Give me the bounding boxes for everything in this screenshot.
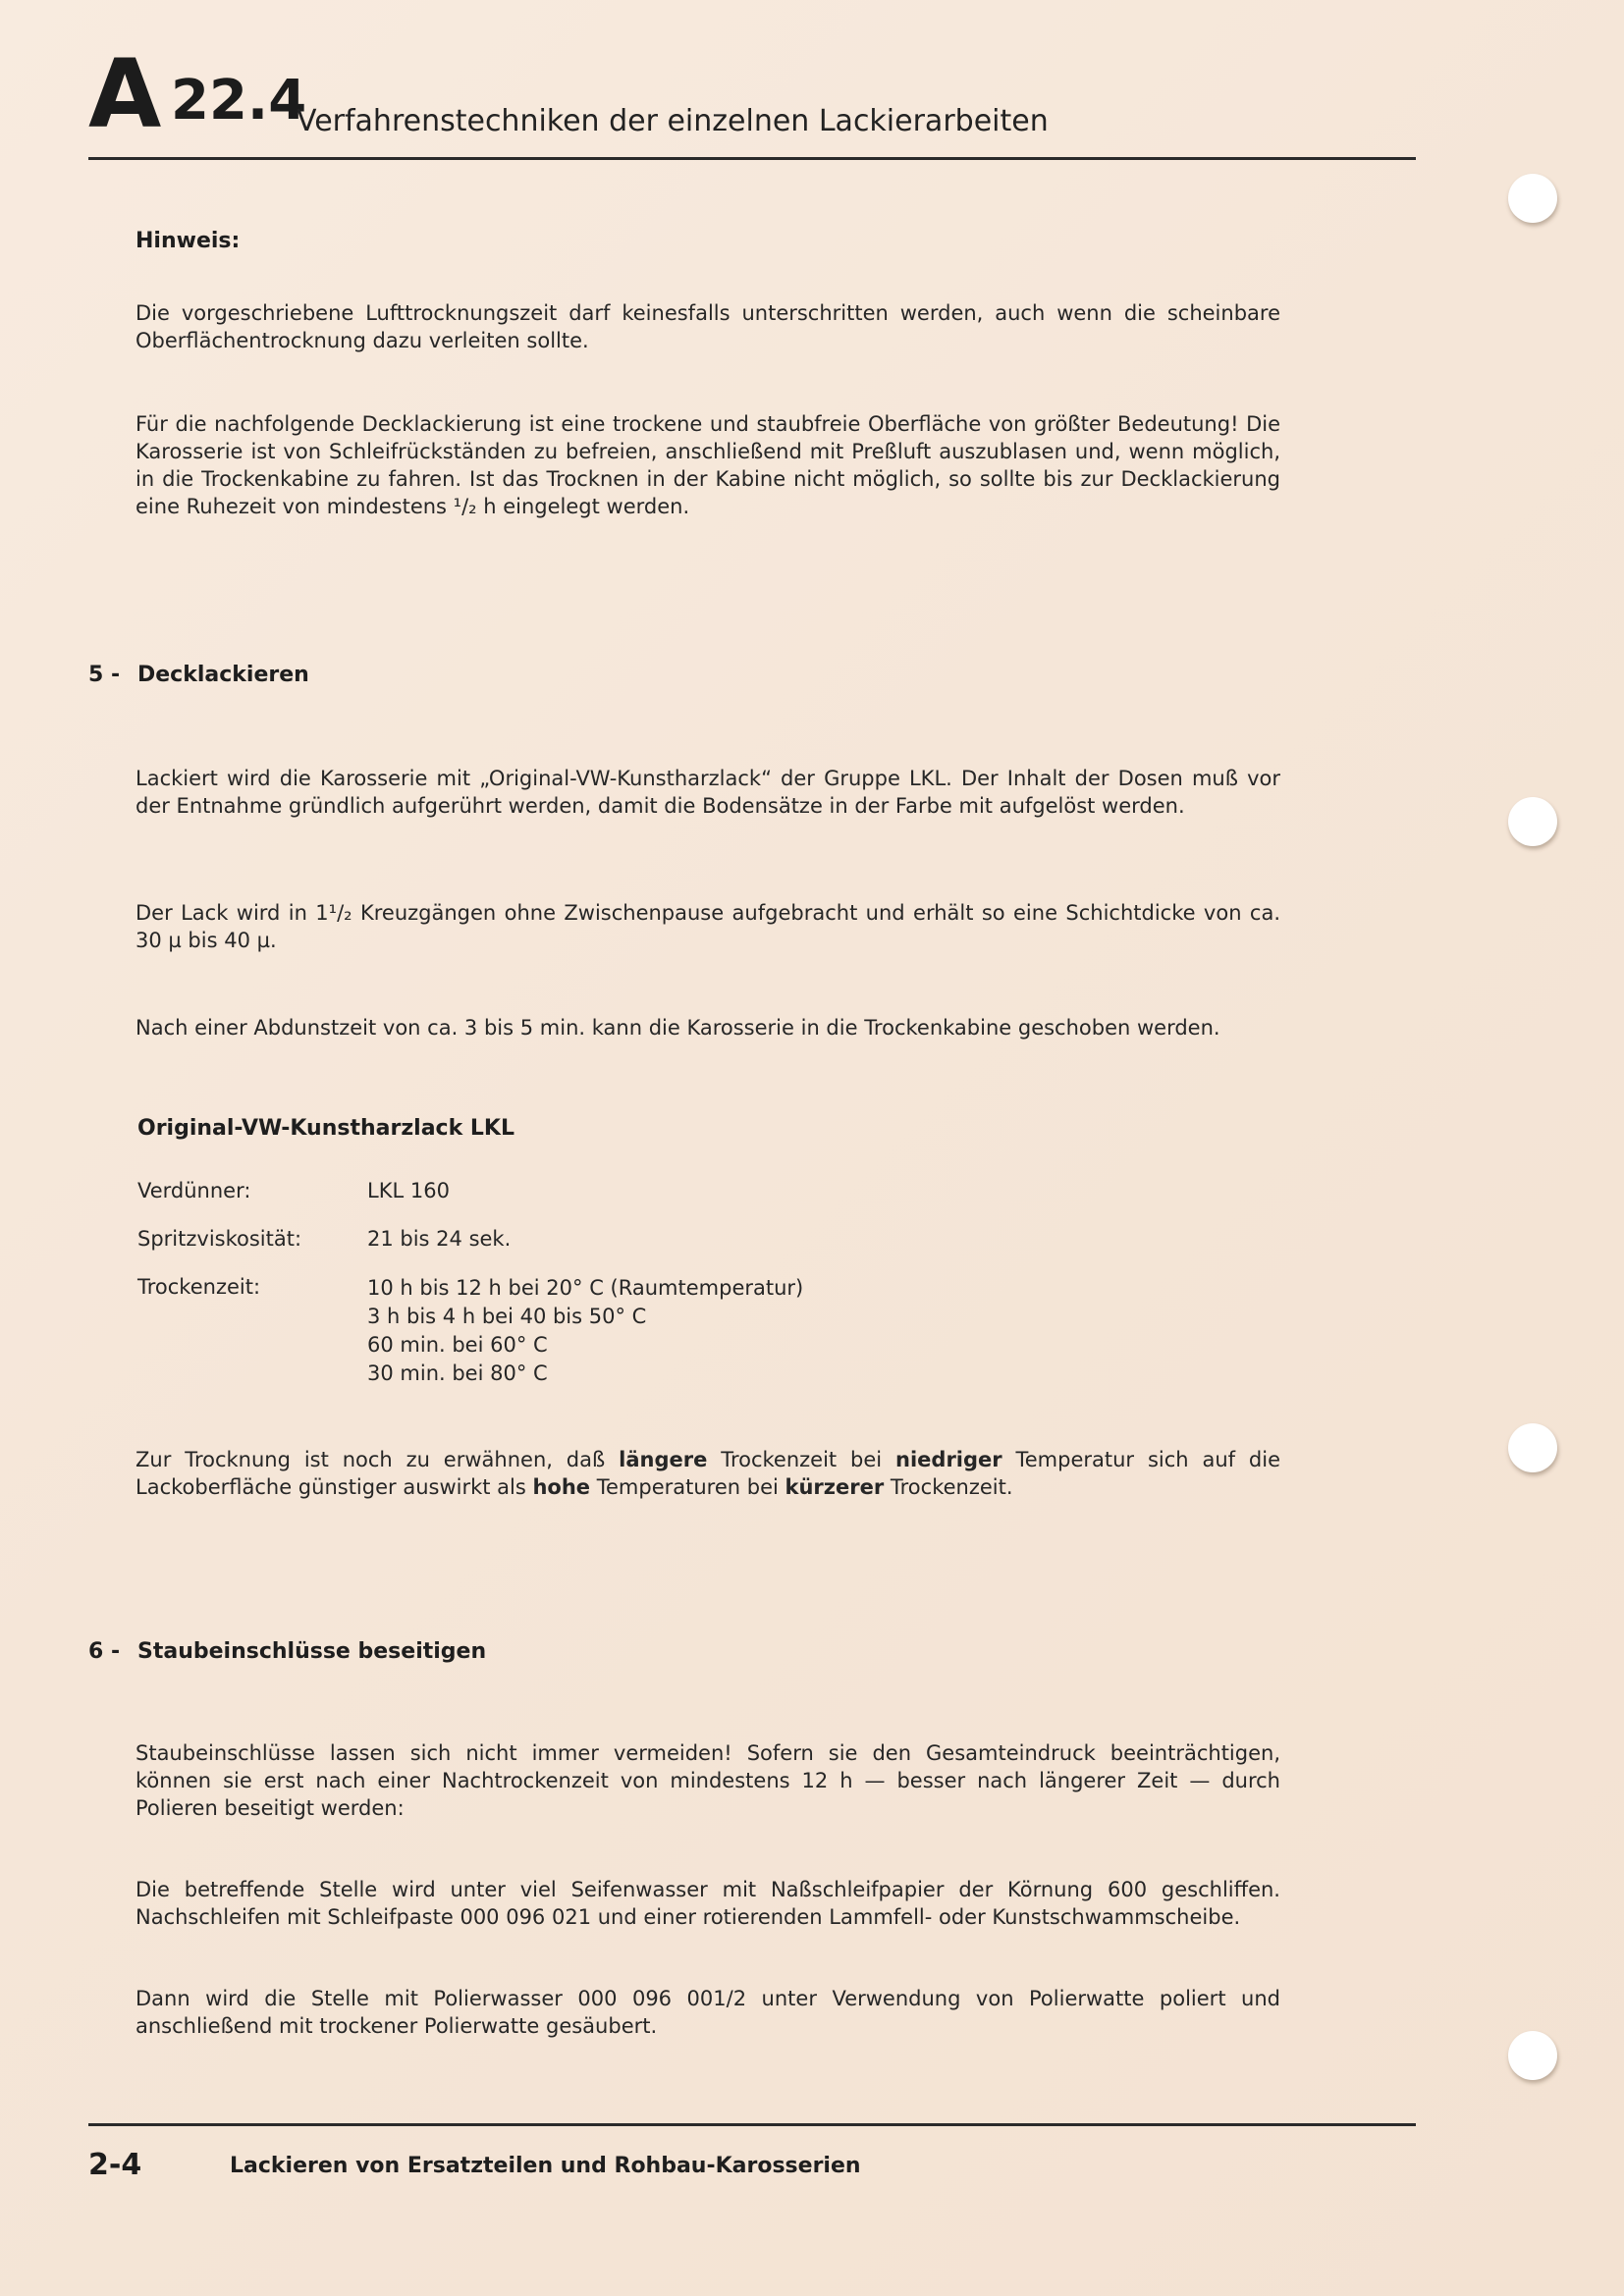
spec-value: 30 min. bei 80° C: [367, 1362, 548, 1385]
drying-note-text: Trockenzeit bei: [707, 1448, 896, 1471]
section-heading: Staubeinschlüsse beseitigen: [137, 1639, 487, 1664]
body-paragraph: Lackiert wird die Karosserie mit „Original-VW-Kunstharzlack“ der Gruppe LKL. Der Inhalt der Dosen muß vor der Entnahme gründlich aufgerührt werden, damit die Bodensätze in der Farbe mit aufgelöst werden.: [135, 767, 1280, 818]
spec-value: 10 h bis 12 h bei 20° C (Raumtemperatur): [367, 1276, 804, 1300]
drying-note-text: Temperatur sich auf die Lackoberfläche günstiger auswirkt als: [135, 1448, 1280, 1499]
drying-note-text: Zur Trocknung ist noch zu erwähnen, daß: [135, 1448, 620, 1471]
drying-note-emphasis: hohe: [532, 1475, 591, 1499]
punch-hole: [1508, 1423, 1557, 1472]
spec-label: Trockenzeit:: [137, 1275, 261, 1299]
footer-divider: [88, 2123, 1416, 2126]
section-number: 5 -: [88, 663, 121, 687]
body-paragraph: Der Lack wird in 1¹/₂ Kreuzgängen ohne Zwischenpause aufgebracht und erhält so eine Schichtdicke von ca. 30 µ bis 40 µ.: [135, 901, 1280, 952]
drying-note-emphasis: kürzerer: [785, 1475, 885, 1499]
hinweis-heading: Hinweis:: [135, 229, 241, 253]
hinweis-paragraph: Die vorgeschriebene Lufttrocknungszeit darf keinesfalls unterschritten werden, auch wenn die scheinbare Oberflächentrocknung dazu verleiten sollte.: [135, 301, 1280, 352]
body-paragraph: Die betreffende Stelle wird unter viel Seifenwasser mit Naßschleifpapier der Körnung 600 geschliffen. Nachschleifen mit Schleifpaste 000 096 021 und einer rotierenden Lammfell- oder Kunstschwammscheibe.: [135, 1878, 1280, 1929]
hinweis-paragraph: Für die nachfolgende Decklackierung ist eine trockene und staubfreie Oberfläche von größter Bedeutung! Die Karosserie ist von Schleifrückständen zu befreien, anschließend mit Preßluft auszublasen und, wenn möglich, in die Trockenkabine zu fahren. Ist das Trocknen in der Kabine nicht möglich, so sollte bis zur Decklackierung eine Ruhezeit von mindestens ¹/₂ h eingelegt werden.: [135, 412, 1280, 518]
spec-label: Verdünner:: [137, 1179, 251, 1202]
spec-value: 60 min. bei 60° C: [367, 1333, 548, 1357]
footer-title: Lackieren von Ersatzteilen und Rohbau-Karosserien: [230, 2154, 861, 2178]
drying-note-emphasis: niedriger: [895, 1448, 1002, 1471]
punch-hole: [1508, 174, 1557, 223]
body-paragraph: Dann wird die Stelle mit Polierwasser 000 096 001/2 unter Verwendung von Polierwatte poliert und anschließend mit trockener Polierwatte gesäubert.: [135, 1987, 1280, 2038]
punch-hole: [1508, 2031, 1557, 2080]
spec-value: LKL 160: [367, 1179, 450, 1202]
section-number: 6 -: [88, 1639, 121, 1664]
drying-note-emphasis: längere: [619, 1448, 708, 1471]
drying-note-text: Temperaturen bei: [590, 1475, 785, 1499]
section-heading: Decklackieren: [137, 663, 309, 687]
spec-value: 3 h bis 4 h bei 40 bis 50° C: [367, 1305, 647, 1328]
spec-label: Spritzviskosität:: [137, 1227, 302, 1251]
header-divider: [88, 157, 1416, 160]
drying-note-text: Trockenzeit.: [884, 1475, 1013, 1499]
drying-note: [135, 1446, 1280, 1501]
page-title: Verfahrenstechniken der einzelnen Lackierarbeiten: [297, 104, 1049, 138]
spec-heading: Original-VW-Kunstharzlack LKL: [137, 1116, 514, 1141]
body-paragraph: Nach einer Abdunstzeit von ca. 3 bis 5 min. kann die Karosserie in die Trockenkabine geschoben werden.: [135, 1016, 1220, 1040]
body-paragraph: Staubeinschlüsse lassen sich nicht immer vermeiden! Sofern sie den Gesamteindruck beeinträchtigen, können sie erst nach einer Nachtrockenzeit von mindestens 12 h — besser nach längerer Zeit — durch Polieren beseitigt werden:: [135, 1741, 1280, 1820]
spec-value: 21 bis 24 sek.: [367, 1227, 512, 1251]
section-code-letter: A: [88, 39, 159, 149]
punch-hole: [1508, 797, 1557, 846]
section-code-number: 22.4: [171, 69, 307, 133]
page-number: 2-4: [88, 2148, 142, 2182]
